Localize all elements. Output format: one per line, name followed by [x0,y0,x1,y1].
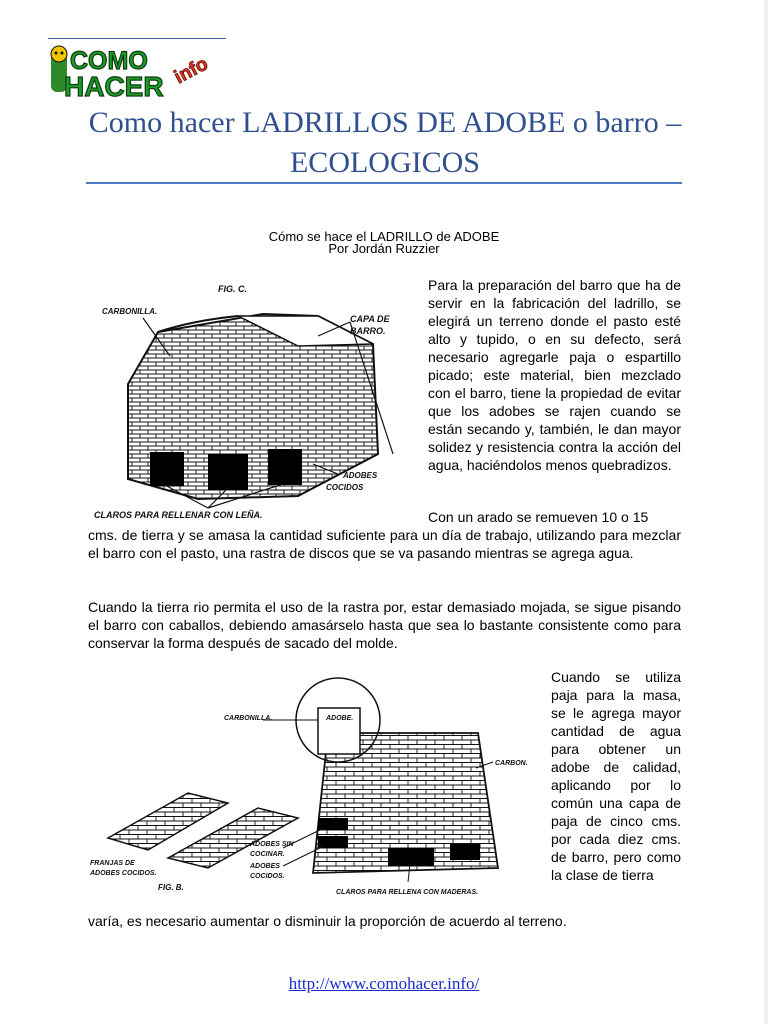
article-byline [200,231,568,255]
capa-barro-label-2: BARRO. [350,326,386,336]
claros-maderas-label: CLAROS PARA RELLENA CON MADERAS. [336,889,479,896]
kiln-illustration-fig-b [88,668,538,900]
mascot-head [51,46,67,62]
comohacer-logo[interactable] [48,42,228,100]
title-divider [86,182,682,184]
franjas-label-2: ADOBES COCIDOS. [90,870,157,877]
paragraph-preparacion-barro [428,276,681,474]
fig-b-label: FIG. B. [158,883,184,892]
kiln-illustration-fig-c [88,274,420,524]
adobes-cocidos-label-2: COCIDOS [326,483,364,492]
logo-rule [48,38,226,39]
fuel-gap-1 [150,452,184,486]
subtitle-line: Cómo se hace el LADRILLO de ADOBE [268,229,500,244]
adobes-sin-cocinar-label-2: COCINAR. [250,851,285,858]
paragraph-text: Para la preparación del barro que ha de servir en la fabricación del ladrillo, se elegirá un terreno donde el pasto esté alto y tupido, o en su defecto, será necesario agregarle paja o espartillo picado; este material, bien mezclado con el barro, tiene la propiedad de evitar que los adobes se rajen cuando se están secando y, también, le dan mayor solidez y resistencia contra la acción del agua, haciéndolos menos quebradizos. [428,277,681,473]
fig-c-label: FIG. C. [218,284,247,294]
franjas-label-1: FRANJAS DE [90,860,135,867]
paragraph-text: Cuando la tierra rio permita el uso de la rastra por, estar demasiado mojada, se sigue pisando el barro con caballos, debiendo amasárselo hasta que sea lo bastante consistente como para conservar la forma después de sacado del molde. [88,599,681,651]
author-line: Por Jordán Ruzzier [328,241,440,256]
carbonilla-label: CARBONILLA. [102,307,158,316]
paragraph-caballos [88,598,681,652]
paragraph-text: Cuando se utiliza paja para la masa, se le agrega mayor cantidad de agua para obtener un adobe de calidad, aplicando por lo común una capa de paja de cinco cms. por cada diez cms. de barro, pero como la clase de tierra [551,669,681,883]
page-edge [764,0,768,1024]
paragraph-arado [88,508,681,562]
logo-text-info: info [170,53,212,89]
carbon-label: CARBON. [495,760,528,767]
logo-text-hacer: HACER [64,71,164,100]
fuel-gap [388,848,434,866]
paragraph-paja [551,668,681,884]
adobe-label: ADOBE. [326,715,354,722]
adobes-cocidos-label-2: COCIDOS. [250,873,285,880]
paragraph-text [88,508,681,562]
capa-barro-label-1: CAPA DE [350,314,390,324]
fuel-gap-2 [208,454,248,490]
adobes-sin-cocinar-label-1: ADOBES SIN [250,841,294,848]
paragraph-text: varía, es necesario aumentar o disminuir la proporción de acuerdo al terreno. [88,913,567,929]
fuel-gap-3 [268,449,302,485]
paragraph-proporcion [88,912,681,930]
logo-text-como: COMO [70,47,148,75]
paragraph-rest: cms. de tierra y se amasa la cantidad suficiente para un día de trabajo, utilizando para mezclar el barro con el pasto, una rastra de discos que se va pasando mientras se agrega agua. [88,527,681,561]
claros-lena-label: CLAROS PARA RELLENAR CON LEÑA. [94,510,263,520]
carbonilla-label: CARBONILLA. [224,715,273,722]
paragraph-first-line: Con un arado se remueven 10 o 15 [428,509,649,525]
footer-website-link[interactable]: http://www.comohacer.info/ [288,974,480,993]
adobes-cocidos-label-1: ADOBES [250,863,280,870]
adobes-cocidos-label-1: ADOBES [343,471,378,480]
document-title: Como hacer LADRILLOS DE ADOBE o barro – ECOLOGICOS [88,106,682,179]
